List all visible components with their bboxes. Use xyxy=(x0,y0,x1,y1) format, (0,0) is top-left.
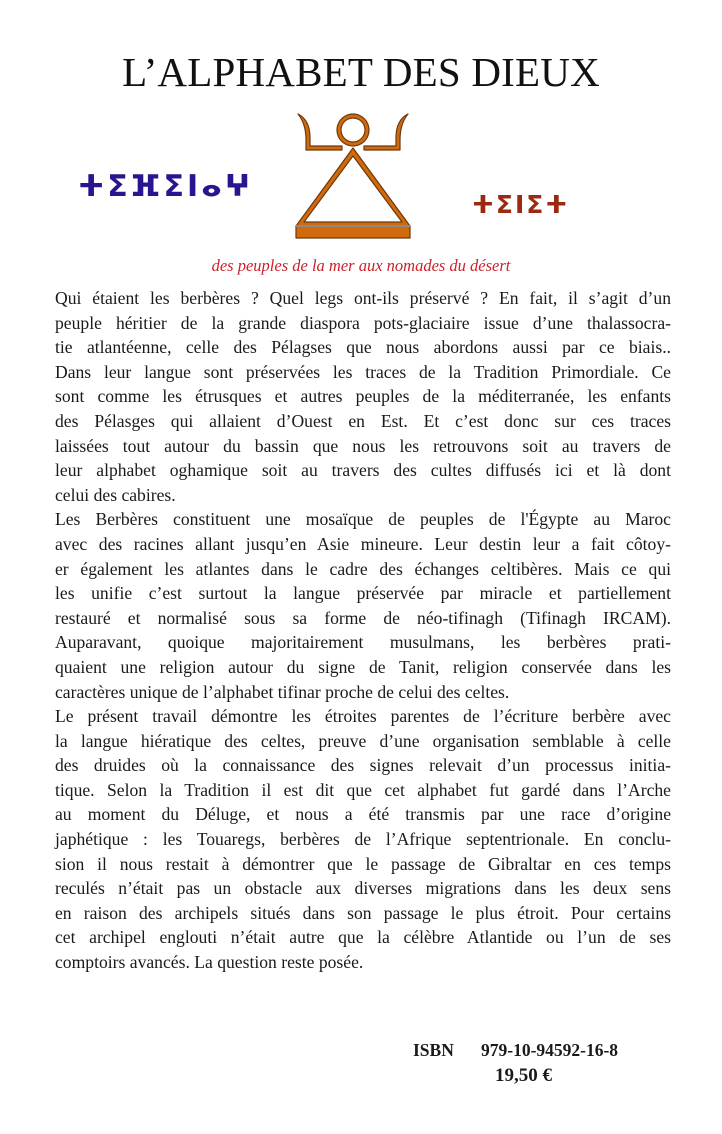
text-line: er également les atlantes dans le cadre des échanges celtibères. Mais ce qui xyxy=(55,558,671,579)
tanit-base-bar xyxy=(296,226,410,238)
text-line: japhétique : les Touaregs, berbères de l’Afrique septentrionale. En conclu- xyxy=(55,829,671,850)
tanit-right-arm xyxy=(364,114,408,150)
text-line: sont comme les étrusques et autres peuples de la méditerranée, les enfants xyxy=(55,386,671,407)
isbn-label: ISBN xyxy=(413,1040,454,1060)
text-line: des Pélasges qui allaient d’Ouest en Est. Et c’est donc sur ces traces xyxy=(55,410,671,431)
text-line: cet archipel englouti n’était autre que la célèbre Atlantide ou l’un de ses xyxy=(55,927,671,948)
tanit-left-arm xyxy=(298,114,342,150)
text-line: Les Berbères constituent une mosaïque de peuples de l'Égypte au Maroc xyxy=(55,509,671,530)
subtitle: des peuples de la mer aux nomades du désert xyxy=(211,256,511,275)
text-line: en raison des archipels situés dans son passage le plus étroit. Pour certains xyxy=(55,902,671,923)
isbn xyxy=(413,1039,673,1061)
text-line: Qui étaient les berbères ? Quel legs ont-ils préservé ? En fait, il s’agit d’un xyxy=(55,288,671,308)
text-line: reculés n’était pas un obstacle aux diverses migrations dans les deux sens xyxy=(55,878,671,899)
tifinagh-word-right: ⵜⵉⵏⵉⵜ xyxy=(472,190,570,219)
text-line: avec des racines allant jusqu’en Asie mineure. Leur destin leur a fait côtoy- xyxy=(55,533,671,554)
text-line: au moment du Déluge, et nous a été transmis par une race d’origine xyxy=(55,804,671,825)
text-line: des druides où la connaissance des signes relevait d’un processus initia- xyxy=(55,755,671,776)
text-line: la langue hiératique des celtes, preuve d’une organisation semblable à celle xyxy=(55,730,671,751)
text-line: restauré et normalisé sous sa forme de néo-tifinagh (Tifinagh IRCAM). xyxy=(55,607,671,628)
text-line: Le présent travail démontre les étroites parentes de l’écriture berbère avec xyxy=(55,706,671,727)
price: 19,50 € xyxy=(495,1065,552,1086)
text-line: les unifie c’est surtout la langue préservée par miracle et partiellement xyxy=(55,583,671,604)
tanit-base-line xyxy=(296,225,410,227)
back-cover-text xyxy=(55,286,671,975)
tanit-body-triangle xyxy=(296,148,410,226)
text-line: caractères unique de l’alphabet tifinar proche de celui des celtes. xyxy=(55,681,510,702)
tanit-symbol-icon xyxy=(292,110,414,242)
text-line: peuple héritier de la grande diaspora pots-glaciaire issue d’une thalassocra- xyxy=(55,312,671,333)
text-line: tique. Selon la Tradition il est dit que cet alphabet fut gardé dans l’Arche xyxy=(55,779,671,800)
text-line: comptoirs avancés. La question reste posée. xyxy=(55,952,364,973)
isbn-value: 979-10-94592-16-8 xyxy=(481,1040,619,1060)
text-line: quaient une religion autour du signe de Tanit, religion conservée dans les xyxy=(55,656,671,677)
text-line: sion il nous restait à démontrer que le passage de Gibraltar en ces temps xyxy=(55,853,671,874)
tifinagh-word-left: ⵜⵉⴼⵉⵏⴰⵖ xyxy=(78,169,253,204)
text-line: leur alphabet oghamique soit au travers des cultes diffusés ici et là dont xyxy=(55,460,671,481)
text-line: tie atlantéenne, celle des Pélagses que nous abordons aussi par ce biais.. xyxy=(55,337,671,358)
book-title: L’ALPHABET DES DIEUX xyxy=(122,49,600,95)
text-line: Dans leur langue sont préservées les traces de la Tradition Primordiale. Ce xyxy=(55,361,671,382)
text-line: celui des cabires. xyxy=(55,484,176,505)
text-line: Auparavant, quoique majoritairement musulmans, les berbères prati- xyxy=(55,632,671,653)
text-line: laissées tout autour du bassin que nous les retrouvons soit au travers de xyxy=(55,435,671,456)
tanit-head-ring xyxy=(337,114,369,146)
